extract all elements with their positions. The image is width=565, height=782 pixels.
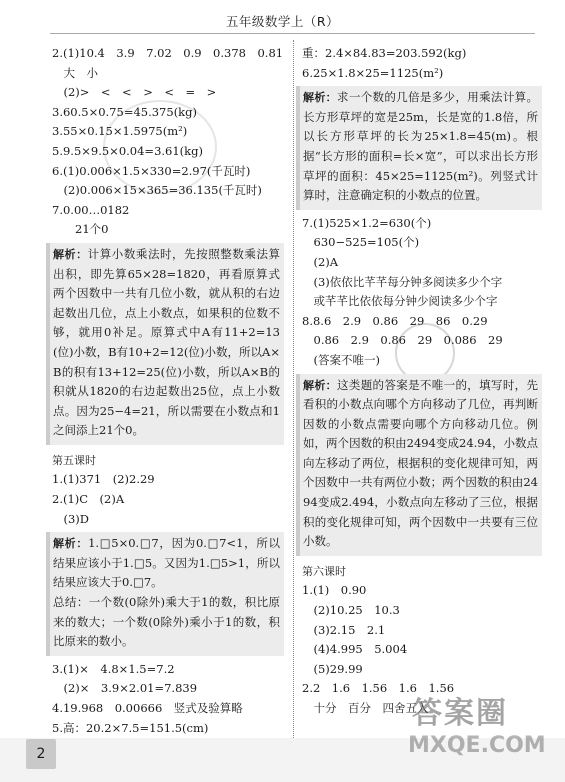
answer-line: 8.8.6 2.9 0.86 29 86 0.29 — [302, 313, 488, 328]
answer-line: 3.55×0.15×1.5975(m²) — [52, 124, 188, 139]
explanation-box — [296, 86, 542, 210]
answer-line: 十分 百分 四舍五入 — [302, 701, 429, 715]
answer-line: (2)> < < > < = > — [52, 85, 217, 100]
answer-line: 5.高：20.2×7.5=151.5(cm) — [52, 720, 209, 735]
explanation-box — [296, 374, 542, 556]
explanation-label: 解析： — [303, 378, 338, 392]
answer-line: 2.2 1.6 1.56 1.6 1.56 — [302, 681, 455, 696]
answer-line: 或芊芊比依依每分钟少阅读多少个字 — [302, 294, 498, 309]
answer-line: 21个0 — [52, 222, 109, 237]
answer-line: 2.(1)10.4 3.9 7.02 0.9 0.378 0.81 — [52, 46, 284, 60]
explanation-box — [46, 532, 284, 656]
answer-line: (2)10.25 10.3 — [302, 603, 400, 618]
header-rule — [50, 33, 535, 34]
explanation-label: 解析： — [53, 247, 88, 261]
answer-line: (答案不唯一) — [302, 352, 380, 367]
answer-line: 3.(1)× 4.8×1.5=7.2 — [52, 661, 175, 676]
answer-line: 6.25×1.8×25=1125(m²) — [302, 65, 444, 80]
answer-line: 2.(1)C (2)A — [52, 492, 125, 507]
answer-line: (2)0.006×15×365=36.135(千瓦时) — [52, 183, 262, 198]
page-header: 五年级数学上（R） — [225, 14, 340, 29]
right-column — [302, 44, 542, 719]
answer-line: 6.(1)0.006×1.5×330=2.97(千瓦时) — [52, 163, 251, 178]
watermark-logo: 答案圈 — [412, 696, 508, 731]
left-column — [52, 44, 284, 738]
answer-line: 重：2.4×84.83=203.592(kg) — [302, 46, 467, 60]
answer-line: 5.9.5×9.5×0.04=3.61(kg) — [52, 143, 203, 158]
answer-line: 1.(1)371 (2)2.29 — [52, 472, 155, 487]
explanation-text — [53, 534, 280, 593]
answer-line: 3.60.5×0.75=45.375(kg) — [52, 104, 197, 119]
answer-line: 大 小 — [52, 65, 98, 80]
explanation-body: 计算小数乘法时，先按照整数乘法算出积，即先算65×28=1820，再看原算式两个因数中一共有几位小数，就从积的右边起数出几位，点上小数点，如果积的位数不够，就用0补足。原算式中A有11+2=13(位)小数，B有10+2=12(位)小数，所以A×B的积有13+12=25(位)小数，所以A×B的积就从1820的右边起数出25位，点上小数点。因为25−4=21，所以需要在小数点和1之间添上21个0。 — [53, 246, 281, 438]
summary-text: 总结：一个数(0除外)乘大于1的数，积比原来的数大；一个数(0除外)乘小于1的数，积比原来的数小。 — [53, 595, 280, 649]
answer-line: 7.(1)525×1.2=630(个) — [302, 215, 432, 230]
explanation-box — [46, 243, 284, 445]
column-divider — [293, 40, 294, 752]
answer-line: (3)2.15 2.1 — [302, 622, 386, 637]
answer-line: 630−525=105(个) — [302, 235, 420, 250]
answer-line: 7.0.00…0182 — [52, 202, 130, 217]
answer-line: (3)依依比芊芊每分钟多阅读多少个字 — [302, 274, 503, 289]
answer-line: (2)A — [302, 254, 339, 269]
section-title: 第五课时 — [52, 453, 96, 467]
explanation-text — [53, 245, 280, 441]
section-title: 第六课时 — [302, 564, 346, 578]
answer-line: 0.86 2.9 0.86 29 0.086 29 — [302, 333, 503, 348]
answer-line: (4)4.995 5.004 — [302, 642, 408, 657]
answer-line: (3)D — [52, 511, 90, 526]
answer-line: 1.(1) 0.90 — [302, 583, 367, 598]
explanation-text — [303, 376, 538, 552]
explanation-body: 1.□5×0.□7，因为0.□7<1，所以结果应该小于1.□5。又因为1.□5>1，所以结果应该大于0.□7。 — [53, 536, 280, 590]
explanation-label: 解析： — [303, 91, 338, 105]
explanation-body: 求一个数的几倍是多少，用乘法计算。长方形草坪的宽是25m，长是宽的1.8倍，所以长方形草坪的长为25×1.8=45(m)。根据“长方形的面积=长×宽”，可以求出长方形草坪的面积：45×25=1125(m²)。列竖式计算时，注意确定积的小数点的位置。 — [303, 90, 539, 203]
explanation-text — [303, 88, 538, 206]
watermark-url: MXQE.COM — [408, 733, 546, 758]
answer-line: (5)29.99 — [302, 661, 363, 676]
answer-line: 4.19.968 0.00666 竖式及验算略 — [52, 701, 243, 715]
page-number: 2 — [26, 739, 56, 769]
explanation-body: 这类题的答案是不唯一的，填写时，先看积的小数点向哪个方向移动了几位，再判断因数的小数点需要向哪个方向移动几位。例如，两个因数的积由2494变成24.94，小数点向左移动了两位，根据积的变化规律可知，两个因数中一共有两位小数；两个因数的积由2494变成2.494，小数点向左移动了三位，根据积的变化规律可知，两个因数中一共要有三位小数。 — [303, 377, 539, 549]
explanation-label: 解析： — [53, 537, 89, 551]
answer-line: (2)× 3.9×2.01=7.839 — [52, 681, 198, 696]
